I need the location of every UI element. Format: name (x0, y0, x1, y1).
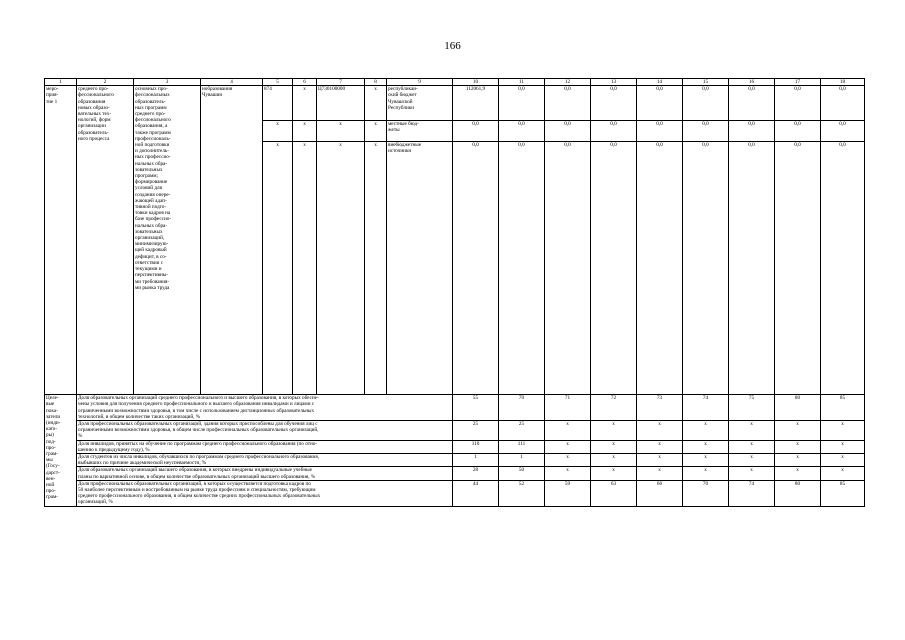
value-cell: 63 (591, 480, 637, 506)
funding-source: местные бюд- жеты (387, 121, 453, 142)
col-num: 8 (365, 79, 387, 86)
value-cell: 72 (591, 395, 637, 421)
target-text: Доля образовательных организаций высшего образования, в которых внедрены индивидуальные учебные планы по вариативной основе, в общем количестве образовательных организаций высшего образования, % (77, 467, 453, 480)
value-cell: 85 (821, 395, 865, 421)
target-text: Доля профессиональных образовательных организаций, в которых осуществляется подготовка кадров по 50 наиболее перспективным и востребованным на рынке труда профессиям и специальностям, требующим среднего профессионального образования, в общем количестве средних профессиональных образовательных организаций, % (77, 480, 453, 506)
value-cell: 28 (453, 467, 499, 480)
col-num: 4 (201, 79, 263, 86)
value-cell: x (775, 467, 821, 480)
col-num: 9 (387, 79, 453, 86)
page-number: 166 (444, 40, 461, 52)
target-row (45, 395, 865, 421)
value-cell: x (591, 421, 637, 441)
col-num: 17 (775, 79, 821, 86)
col-num: 6 (293, 79, 317, 86)
value-cell: x (821, 467, 865, 480)
cell: 874 (263, 86, 293, 121)
cell: x (293, 121, 317, 142)
value-cell: 112061,9 (453, 86, 499, 121)
value-cell: 110 (453, 440, 499, 453)
value-cell: x (729, 440, 775, 453)
col-num: 10 (453, 79, 499, 86)
col-num: 18 (821, 79, 865, 86)
value-cell: 0,0 (453, 142, 499, 395)
budget-table (44, 78, 865, 507)
value-cell: 0,0 (821, 142, 865, 395)
value-cell: 111 (499, 440, 545, 453)
value-cell: 74 (683, 395, 729, 421)
value-cell: x (821, 421, 865, 441)
value-cell: 52 (499, 480, 545, 506)
value-cell: 0,0 (729, 86, 775, 121)
value-cell: 0,0 (821, 121, 865, 142)
value-cell: 0,0 (499, 142, 545, 395)
cell: x (263, 142, 293, 395)
value-cell: x (545, 421, 591, 441)
value-cell: x (591, 454, 637, 467)
value-cell: 0,0 (775, 121, 821, 142)
measure-row (45, 86, 865, 121)
value-cell: 0,0 (683, 121, 729, 142)
value-cell: x (637, 440, 683, 453)
value-cell: 25 (499, 421, 545, 441)
value-cell: x (775, 421, 821, 441)
value-cell: x (821, 440, 865, 453)
col-num: 3 (134, 79, 201, 86)
measure-label: меро- прия- тие 1 (45, 86, 77, 395)
value-cell: 0,0 (499, 121, 545, 142)
col-num: 16 (729, 79, 775, 86)
cell: x (317, 142, 365, 395)
value-cell: x (683, 421, 729, 441)
funding-source: республикан- ский бюджет Чувашской Республики (387, 86, 453, 121)
value-cell: 50 (499, 467, 545, 480)
col-num: 2 (77, 79, 134, 86)
value-cell: 0,0 (591, 86, 637, 121)
cell: x (263, 121, 293, 142)
value-cell: 85 (821, 480, 865, 506)
value-cell: x (545, 454, 591, 467)
col-num: 12 (545, 79, 591, 86)
col-num: 13 (591, 79, 637, 86)
value-cell: x (637, 454, 683, 467)
value-cell: 0,0 (775, 142, 821, 395)
value-cell: 0,0 (637, 121, 683, 142)
col-num: 15 (683, 79, 729, 86)
cell: x (317, 121, 365, 142)
cell: x (365, 142, 387, 395)
value-cell: x (545, 467, 591, 480)
value-cell: x (591, 467, 637, 480)
value-cell: x (591, 440, 637, 453)
value-cell: 0,0 (729, 142, 775, 395)
value-cell: 0,0 (545, 121, 591, 142)
value-cell: 55 (453, 395, 499, 421)
value-cell: 0,0 (637, 142, 683, 395)
value-cell: 1 (453, 454, 499, 467)
target-row (45, 467, 865, 480)
measure-description: среднего про- фессионального образования новых образо- вательных тех- нологий, форм организации образователь- ного процесса (77, 86, 134, 395)
col-num: 5 (263, 79, 293, 86)
value-cell: x (545, 440, 591, 453)
value-cell: 0,0 (637, 86, 683, 121)
target-text: Доля инвалидов, принятых на обучение по программам среднего профессионального образования (по отно- шению к предыдущему году), % (77, 440, 453, 453)
value-cell: 66 (637, 480, 683, 506)
value-cell: x (821, 454, 865, 467)
cell: x (365, 86, 387, 121)
value-cell: x (775, 440, 821, 453)
measure-programs: основных про- фессиональных образователь- ных программ среднего про- фессионального образования, а также программ профессиональ- ной подготовки и дополнитель- ных профессио- нальных обра- зовательных программ; формирование условий для создания опере- жающей адап- тивной подго- товки кадров на базе профессио- нальных обра- зовательных организаций, минимизирую- щей кадровый дефицит, в со- ответствии с текущими и перспективны- ми требования- ми рынка труда (134, 86, 201, 395)
value-cell: x (775, 454, 821, 467)
target-row (45, 421, 865, 441)
value-cell: 0,0 (545, 142, 591, 395)
value-cell: 75 (729, 395, 775, 421)
value-cell: 71 (545, 395, 591, 421)
value-cell: 80 (775, 395, 821, 421)
value-cell: 0,0 (591, 142, 637, 395)
funding-source: внебюджетные источники (387, 142, 453, 395)
column-number-row (45, 79, 865, 86)
cell: x (365, 121, 387, 142)
value-cell: x (729, 454, 775, 467)
target-row (45, 454, 865, 467)
col-num: 1 (45, 79, 77, 86)
col-num: 11 (499, 79, 545, 86)
value-cell: 70 (683, 480, 729, 506)
value-cell: 44 (453, 480, 499, 506)
value-cell: x (637, 421, 683, 441)
target-text: Доля профессиональных образовательных организаций, здания которых приспособлены для обучения лиц с ограниченными возможностями здоровья, в общем числе профессиональных образовательных организаций, % (77, 421, 453, 441)
value-cell: 0,0 (499, 86, 545, 121)
value-cell: 0,0 (591, 121, 637, 142)
value-cell: 0,0 (545, 86, 591, 121)
value-cell: x (683, 440, 729, 453)
value-cell: 0,0 (729, 121, 775, 142)
value-cell: 74 (729, 480, 775, 506)
value-cell: 1 (499, 454, 545, 467)
cell: x (293, 142, 317, 395)
value-cell: 0,0 (683, 86, 729, 121)
targets-label: Целе- вые пока- затели (инди- като- ры) под- про- грам- мы (Госу- дарст- вен- ной про- грам- (45, 395, 77, 506)
value-cell: x (683, 467, 729, 480)
value-cell: x (729, 467, 775, 480)
target-text: Доля студентов из числа инвалидов, обучавшихся по программам среднего профессионального образования, выбывших по причине академической неуспеваемости, % (77, 454, 453, 467)
cell: Ц730100000 (317, 86, 365, 121)
value-cell: 80 (775, 480, 821, 506)
value-cell: 70 (499, 395, 545, 421)
measure-executor: нобразования Чувашии (201, 86, 263, 395)
col-num: 14 (637, 79, 683, 86)
target-row (45, 440, 865, 453)
value-cell: 0,0 (683, 142, 729, 395)
value-cell: 59 (545, 480, 591, 506)
value-cell: x (637, 467, 683, 480)
target-row (45, 480, 865, 506)
value-cell: 25 (453, 421, 499, 441)
value-cell: 73 (637, 395, 683, 421)
target-text: Доля образовательных организаций среднего профессионального и высшего образования, в которых обеспе- чены условия для получения среднего профессионального и высшего образования инвалидами и лицами с ограниченными возможностями здоровья, в том числе с использованием дистанционных образовательных технологий, в общем количестве таких организаций, % (77, 395, 453, 421)
value-cell: 0,0 (453, 121, 499, 142)
value-cell: x (683, 454, 729, 467)
value-cell: x (729, 421, 775, 441)
value-cell: 0,0 (821, 86, 865, 121)
cell: x (293, 86, 317, 121)
value-cell: 0,0 (775, 86, 821, 121)
col-num: 7 (317, 79, 365, 86)
